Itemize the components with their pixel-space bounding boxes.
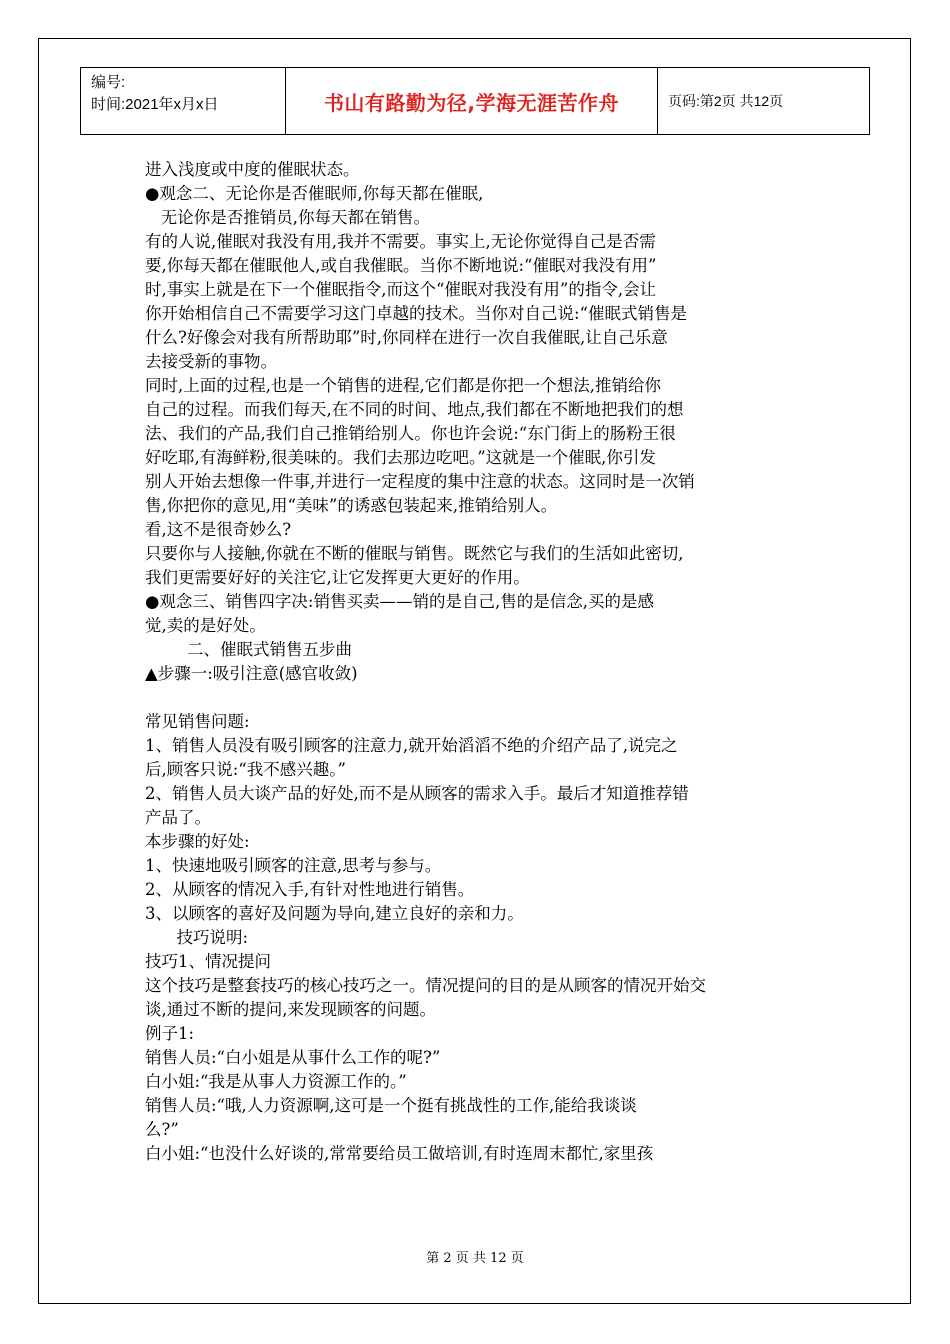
text-line: 1、快速地吸引顾客的注意,思考与参与。 [145,856,442,875]
body-text [145,158,805,1166]
header-page-info-cell [658,68,869,134]
text-line: 2、从顾客的情况入手,有针对性地进行销售。 [145,880,475,899]
text-line [145,686,805,710]
text-line: 有的人说,催眠对我没有用,我并不需要。事实上,无论你觉得自己是否需 [145,232,656,251]
text-line: 你开始相信自己不需要学习这门卓越的技术。当你对自己说:“催眠式销售是 [145,304,687,323]
text-line: 销售人员:“哦,人力资源啊,这可是一个挺有挑战性的工作,能给我谈谈 [145,1096,637,1115]
text-line: 法、我们的产品,我们自己推销给别人。你也许会说:“东门街上的肠粉王很 [145,424,676,443]
header-motto-cell [286,68,658,134]
text-line: 自己的过程。而我们每天,在不同的时间、地点,我们都在不断地把我们的想 [145,400,684,419]
page-info: 页码:第2页 共12页 [668,93,784,109]
text-line: 只要你与人接触,你就在不断的催眠与销售。既然它与我们的生活如此密切, [145,544,684,563]
text-line: 售,你把你的意见,用“美味”的诱惑包装起来,推销给别人。 [145,496,558,515]
text-line: 白小姐:“我是从事人力资源工作的。” [145,1072,407,1091]
text-line: 销售人员:“白小姐是从事什么工作的呢?” [145,1048,441,1067]
text-line: 谈,通过不断的提问,来发现顾客的问题。 [145,1000,436,1019]
text-line: 好吃耶,有海鲜粉,很美味的。我们去那边吃吧。”这就是一个催眠,你引发 [145,448,656,467]
text-line: 要,你每天都在催眠他人,或自我催眠。当你不断地说:“催眠对我没有用” [145,256,657,275]
number-label: 编号: [91,74,126,91]
text-line: 同时,上面的过程,也是一个销售的进程,它们都是你把一个想法,推销给你 [145,376,661,395]
text-line: 常见销售问题: [145,712,250,731]
text-line: 技巧1、情况提问 [145,952,271,971]
text-line: 3、以顾客的喜好及问题为导向,建立良好的亲和力。 [145,904,524,923]
text-line: 白小姐:“也没什么好谈的,常常要给员工做培训,有时连周末都忙,家里孩 [145,1144,654,1163]
text-line: 例子1: [145,1024,195,1043]
time-label: 时间:2021年x月x日 [91,96,219,113]
text-line: 看,这不是很奇妙么? [145,520,292,539]
motto: 书山有路勤为径,学海无涯苦作舟 [323,90,620,115]
text-line: ▲步骤一:吸引注意(感官收敛) [145,664,358,683]
text-line: 时,事实上就是在下一个催眠指令,而这个“催眠对我没有用”的指令,会让 [145,280,657,299]
text-line: 去接受新的事物。 [145,352,277,371]
text-line: 什么?好像会对我有所帮助耶”时,你同样在进行一次自我催眠,让自己乐意 [145,328,668,347]
text-line: 么?” [145,1120,179,1139]
text-line: 后,顾客只说:“我不感兴趣。” [145,760,346,779]
text-line: 进入浅度或中度的催眠状态。 [145,160,360,179]
text-line: 我们更需要好好的关注它,让它发挥更大更好的作用。 [145,568,530,587]
text-line: 产品了。 [145,808,211,827]
text-line: 这个技巧是整套技巧的核心技巧之一。情况提问的目的是从顾客的情况开始交 [145,976,706,995]
text-line: ●观念三、销售四字决:销售买卖——销的是自己,售的是信念,买的是感 [145,592,654,611]
text-line: 别人开始去想像一件事,并进行一定程度的集中注意的状态。这同时是一次销 [145,472,695,491]
header-table [80,67,870,135]
page-footer: 第 2 页 共 12 页 [426,1251,524,1266]
text-line: ●观念二、无论你是否催眠师,你每天都在催眠, [145,184,484,203]
text-line: 本步骤的好处: [145,832,250,851]
header-meta [81,68,286,134]
text-line: 2、销售人员大谈产品的好处,而不是从顾客的需求入手。最后才知道推荐错 [145,784,689,803]
text-line: 技巧说明: [145,928,249,947]
text-line: 无论你是否推销员,你每天都在销售。 [145,208,430,227]
text-line: 二、催眠式销售五步曲 [145,640,352,659]
text-line: 觉,卖的是好处。 [145,616,266,635]
text-line: 1、销售人员没有吸引顾客的注意力,就开始滔滔不绝的介绍产品了,说完之 [145,736,678,755]
